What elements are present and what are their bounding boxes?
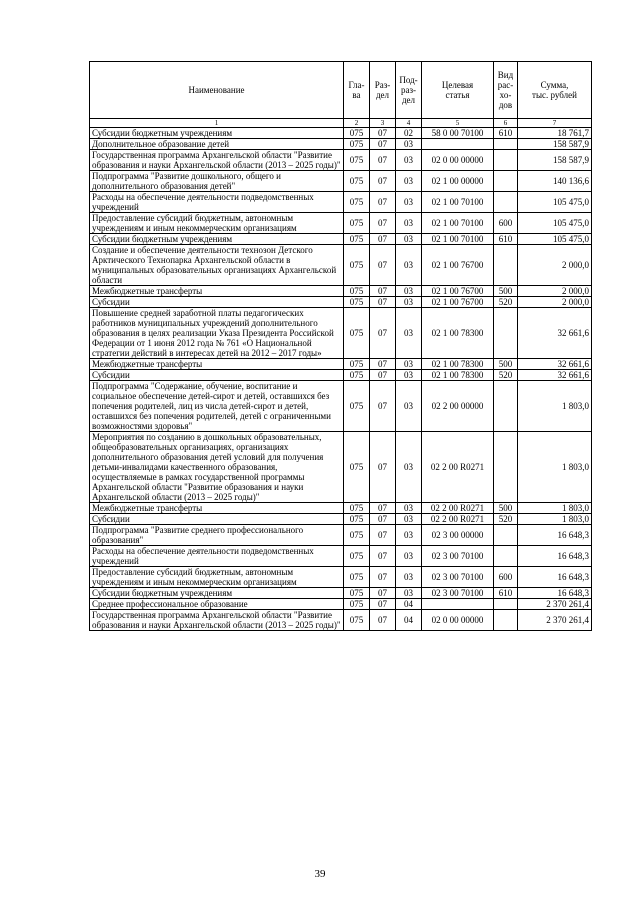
cell-expense-type: 520	[494, 370, 518, 381]
cell-expense-type: 610	[494, 234, 518, 245]
cell-name: Предоставление субсидий бюджетным, автономным учреждениям и иным некоммерческим организациям	[90, 213, 344, 234]
cell-expense-type: 500	[494, 286, 518, 297]
cell-chapter: 075	[344, 297, 370, 308]
header-chapter: Гла- ва	[344, 62, 370, 119]
cell-subsection: 04	[396, 610, 422, 631]
header-target: Целевая статья	[422, 62, 494, 119]
cell-chapter: 075	[344, 525, 370, 546]
cell-section: 07	[370, 308, 396, 359]
cell-target: 02 3 00 70100	[422, 546, 494, 567]
cell-expense-type: 500	[494, 359, 518, 370]
cell-subsection: 03	[396, 308, 422, 359]
cell-subsection: 02	[396, 128, 422, 139]
cell-name: Межбюджетные трансферты	[90, 503, 344, 514]
cell-name: Субсидии бюджетным учреждениям	[90, 234, 344, 245]
cell-target: 02 1 00 76700	[422, 297, 494, 308]
cell-chapter: 075	[344, 213, 370, 234]
cell-name: Субсидии бюджетным учреждениям	[90, 588, 344, 599]
cell-target: 02 1 00 76700	[422, 245, 494, 286]
cell-chapter: 075	[344, 370, 370, 381]
cell-chapter: 075	[344, 150, 370, 171]
cell-subsection: 03	[396, 503, 422, 514]
cell-name: Субсидии	[90, 297, 344, 308]
header-amount: Сумма, тыс. рублей	[518, 62, 592, 119]
table-row	[90, 192, 592, 213]
table-row	[90, 370, 592, 381]
cell-amount: 32 661,6	[518, 308, 592, 359]
cell-target: 02 3 00 70100	[422, 588, 494, 599]
table-row	[90, 525, 592, 546]
table-row	[90, 567, 592, 588]
table-row	[90, 171, 592, 192]
cell-chapter: 075	[344, 546, 370, 567]
cell-subsection: 03	[396, 192, 422, 213]
cell-expense-type	[494, 308, 518, 359]
cell-amount: 16 648,3	[518, 567, 592, 588]
cell-section: 07	[370, 588, 396, 599]
cell-expense-type: 600	[494, 567, 518, 588]
cell-expense-type	[494, 432, 518, 503]
cell-chapter: 075	[344, 171, 370, 192]
cell-chapter: 075	[344, 588, 370, 599]
cell-expense-type: 520	[494, 514, 518, 525]
cell-amount: 1 803,0	[518, 514, 592, 525]
table-row	[90, 150, 592, 171]
header-name: Наименование	[90, 62, 344, 119]
cell-expense-type	[494, 546, 518, 567]
cell-section: 07	[370, 432, 396, 503]
header-section: Раз- дел	[370, 62, 396, 119]
cell-target: 02 3 00 70100	[422, 567, 494, 588]
cell-target: 02 0 00 00000	[422, 150, 494, 171]
cell-subsection: 03	[396, 297, 422, 308]
header-subsection: Под- раз- дел	[396, 62, 422, 119]
cell-subsection: 03	[396, 381, 422, 432]
cell-amount: 105 475,0	[518, 213, 592, 234]
cell-chapter: 075	[344, 610, 370, 631]
cell-subsection: 03	[396, 245, 422, 286]
cell-section: 07	[370, 234, 396, 245]
cell-section: 07	[370, 567, 396, 588]
cell-name: Межбюджетные трансферты	[90, 359, 344, 370]
table-header-row	[90, 62, 592, 119]
table-row	[90, 234, 592, 245]
cell-chapter: 075	[344, 286, 370, 297]
cell-section: 07	[370, 245, 396, 286]
cell-subsection: 03	[396, 567, 422, 588]
budget-table	[89, 61, 592, 631]
cell-section: 07	[370, 610, 396, 631]
cell-name: Субсидии бюджетным учреждениям	[90, 128, 344, 139]
cell-amount: 105 475,0	[518, 234, 592, 245]
table-row	[90, 213, 592, 234]
cell-expense-type	[494, 245, 518, 286]
cell-section: 07	[370, 297, 396, 308]
cell-section: 07	[370, 599, 396, 610]
cell-target	[422, 599, 494, 610]
cell-section: 07	[370, 370, 396, 381]
cell-name: Предоставление субсидий бюджетным, автономным учреждениям и иным некоммерческим организациям	[90, 567, 344, 588]
cell-subsection: 03	[396, 546, 422, 567]
cell-chapter: 075	[344, 139, 370, 150]
cell-amount: 2 370 261,4	[518, 610, 592, 631]
cell-expense-type	[494, 139, 518, 150]
table-row	[90, 286, 592, 297]
header-expense-type: Вид рас- хо- дов	[494, 62, 518, 119]
cell-subsection: 03	[396, 359, 422, 370]
cell-section: 07	[370, 381, 396, 432]
cell-subsection: 03	[396, 150, 422, 171]
cell-chapter: 075	[344, 503, 370, 514]
cell-name: Расходы на обеспечение деятельности подведомственных учреждений	[90, 192, 344, 213]
cell-amount: 1 803,0	[518, 381, 592, 432]
cell-amount: 2 370 261,4	[518, 599, 592, 610]
cell-name: Подпрограмма "Развитие дошкольного, общего и дополнительного образования детей"	[90, 171, 344, 192]
cell-chapter: 075	[344, 359, 370, 370]
cell-subsection: 03	[396, 139, 422, 150]
cell-expense-type	[494, 381, 518, 432]
cell-amount: 16 648,3	[518, 546, 592, 567]
cell-target: 02 1 00 70100	[422, 213, 494, 234]
cell-name: Субсидии	[90, 514, 344, 525]
cell-subsection: 04	[396, 599, 422, 610]
cell-target: 02 2 00 R0271	[422, 503, 494, 514]
cell-chapter: 075	[344, 128, 370, 139]
cell-name: Подпрограмма "Содержание, обучение, воспитание и социальное обеспечение детей-сирот и детей, оставшихся без попечения родителей, лиц из числа детей-сирот и детей, оставшихся без попечения родителей, детей с ограниченными возможностями здоровья"	[90, 381, 344, 432]
cell-section: 07	[370, 192, 396, 213]
cell-amount: 140 136,6	[518, 171, 592, 192]
column-number: 5	[422, 119, 494, 128]
table-row	[90, 381, 592, 432]
cell-section: 07	[370, 525, 396, 546]
cell-expense-type	[494, 525, 518, 546]
cell-name: Межбюджетные трансферты	[90, 286, 344, 297]
cell-amount: 1 803,0	[518, 503, 592, 514]
cell-target: 02 1 00 78300	[422, 359, 494, 370]
column-number: 4	[396, 119, 422, 128]
cell-target: 02 2 00 00000	[422, 381, 494, 432]
cell-chapter: 075	[344, 599, 370, 610]
cell-section: 07	[370, 514, 396, 525]
cell-name: Дополнительное образование детей	[90, 139, 344, 150]
column-number: 2	[344, 119, 370, 128]
table-row	[90, 432, 592, 503]
cell-name: Подпрограмма "Развитие среднего профессионального образования"	[90, 525, 344, 546]
cell-target: 02 1 00 76700	[422, 286, 494, 297]
table-row	[90, 359, 592, 370]
table-row	[90, 245, 592, 286]
cell-name: Создание и обеспечение деятельности технозон Детского Арктического Технопарка Архангельской области в муниципальных образовательных организациях Архангельской области	[90, 245, 344, 286]
cell-section: 07	[370, 503, 396, 514]
cell-chapter: 075	[344, 381, 370, 432]
cell-name: Расходы на обеспечение деятельности подведомственных учреждений	[90, 546, 344, 567]
cell-subsection: 03	[396, 514, 422, 525]
cell-target: 02 2 00 R0271	[422, 432, 494, 503]
table-row	[90, 297, 592, 308]
cell-expense-type: 500	[494, 503, 518, 514]
cell-section: 07	[370, 128, 396, 139]
cell-target: 02 2 00 R0271	[422, 514, 494, 525]
cell-amount: 105 475,0	[518, 192, 592, 213]
cell-section: 07	[370, 286, 396, 297]
table-row	[90, 514, 592, 525]
cell-section: 07	[370, 213, 396, 234]
cell-amount: 16 648,3	[518, 525, 592, 546]
cell-target	[422, 139, 494, 150]
cell-section: 07	[370, 359, 396, 370]
cell-section: 07	[370, 546, 396, 567]
cell-subsection: 03	[396, 286, 422, 297]
cell-subsection: 03	[396, 432, 422, 503]
cell-expense-type: 520	[494, 297, 518, 308]
column-number: 3	[370, 119, 396, 128]
cell-target: 02 3 00 00000	[422, 525, 494, 546]
cell-amount: 16 648,3	[518, 588, 592, 599]
cell-target: 58 0 00 70100	[422, 128, 494, 139]
cell-expense-type	[494, 599, 518, 610]
cell-expense-type	[494, 171, 518, 192]
cell-subsection: 03	[396, 171, 422, 192]
cell-amount: 2 000,0	[518, 297, 592, 308]
cell-target: 02 0 00 00000	[422, 610, 494, 631]
cell-amount: 2 000,0	[518, 286, 592, 297]
table-row	[90, 503, 592, 514]
cell-chapter: 075	[344, 308, 370, 359]
cell-subsection: 03	[396, 588, 422, 599]
column-numbers-row	[90, 119, 592, 128]
column-number: 7	[518, 119, 592, 128]
cell-expense-type: 610	[494, 128, 518, 139]
cell-chapter: 075	[344, 245, 370, 286]
cell-name: Среднее профессиональное образование	[90, 599, 344, 610]
cell-amount: 18 761,7	[518, 128, 592, 139]
cell-chapter: 075	[344, 192, 370, 213]
table-row	[90, 599, 592, 610]
cell-amount: 32 661,6	[518, 370, 592, 381]
cell-name: Повышение средней заработной платы педагогических работников муниципальных учреждений дополнительного образования в целях реализации Указа Президента Российской Федерации от 1 июня 2012 года № 761 «О Национальной стратегии действий в интересах детей на 2012 – 2017 годы»	[90, 308, 344, 359]
cell-expense-type: 600	[494, 213, 518, 234]
cell-expense-type	[494, 192, 518, 213]
cell-amount: 158 587,9	[518, 139, 592, 150]
cell-target: 02 1 00 70100	[422, 234, 494, 245]
cell-name: Субсидии	[90, 370, 344, 381]
cell-target: 02 1 00 78300	[422, 308, 494, 359]
cell-chapter: 075	[344, 514, 370, 525]
cell-amount: 32 661,6	[518, 359, 592, 370]
table-row	[90, 128, 592, 139]
cell-subsection: 03	[396, 525, 422, 546]
cell-chapter: 075	[344, 432, 370, 503]
cell-name: Государственная программа Архангельской области "Развитие образования и науки Архангельской области (2013 – 2025 годы)"	[90, 610, 344, 631]
cell-section: 07	[370, 150, 396, 171]
table-row	[90, 308, 592, 359]
cell-target: 02 1 00 00000	[422, 171, 494, 192]
cell-amount: 1 803,0	[518, 432, 592, 503]
table-row	[90, 546, 592, 567]
page-number: 39	[314, 868, 326, 880]
column-number: 1	[90, 119, 344, 128]
cell-target: 02 1 00 78300	[422, 370, 494, 381]
cell-subsection: 03	[396, 370, 422, 381]
table-row	[90, 139, 592, 150]
cell-chapter: 075	[344, 234, 370, 245]
cell-name: Мероприятия по созданию в дошкольных образовательных, общеобразовательных организациях, организациях дополнительного образования детей условий для получения детьми-инвалидами качественного образования, осуществляемые в рамках государственной программы Архангельской области "Развитие образования и науки Архангельской области (2013 – 2025 годы)"	[90, 432, 344, 503]
cell-name: Государственная программа Архангельской области "Развитие образования и науки Архангельской области (2013 – 2025 годы)"	[90, 150, 344, 171]
cell-section: 07	[370, 139, 396, 150]
table-body	[90, 128, 592, 631]
cell-target: 02 1 00 70100	[422, 192, 494, 213]
cell-amount: 2 000,0	[518, 245, 592, 286]
column-number: 6	[494, 119, 518, 128]
cell-amount: 158 587,9	[518, 150, 592, 171]
cell-subsection: 03	[396, 234, 422, 245]
cell-chapter: 075	[344, 567, 370, 588]
cell-expense-type	[494, 610, 518, 631]
cell-subsection: 03	[396, 213, 422, 234]
table-row	[90, 588, 592, 599]
cell-expense-type: 610	[494, 588, 518, 599]
cell-expense-type	[494, 150, 518, 171]
cell-section: 07	[370, 171, 396, 192]
table-row	[90, 610, 592, 631]
